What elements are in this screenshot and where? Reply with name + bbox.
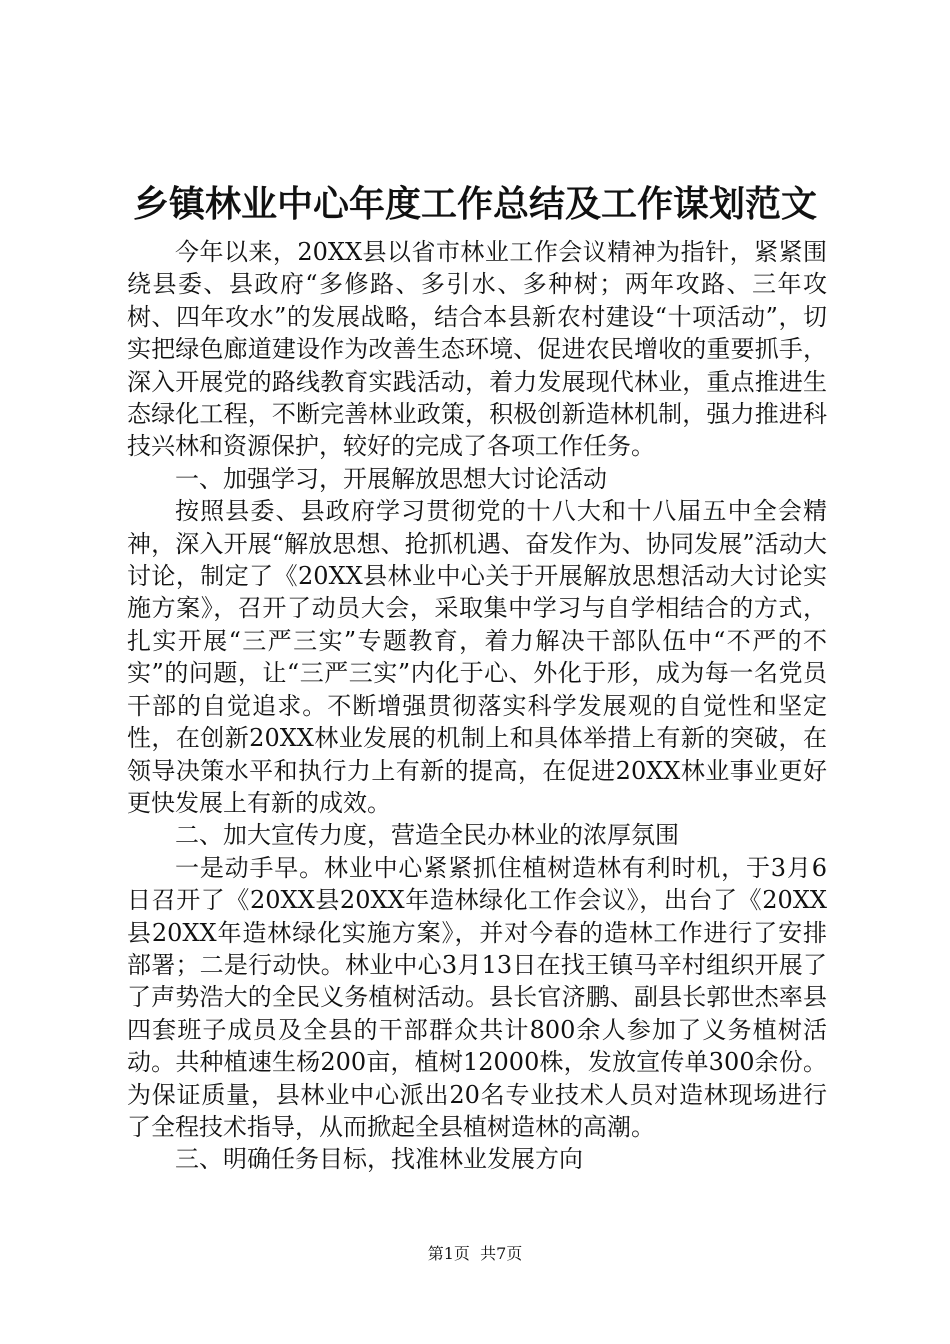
footer-spacer	[470, 1244, 480, 1263]
section-heading-1: 一、加强学习，开展解放思想大讨论活动	[175, 464, 607, 493]
document-title: 乡镇林业中心年度工作总结及工作谋划范文	[132, 183, 817, 225]
section-heading-3: 三、明确任务目标，找准林业发展方向	[175, 1145, 583, 1174]
section-heading-2: 二、加大宣传力度，营造全民办林业的浓厚氛围	[175, 821, 679, 850]
page-footer	[0, 1243, 950, 1265]
paragraph-section-1: 按照县委、县政府学习贯彻党的十八大和十八届五中全会精神，深入开展“解放思想、抢抓机遇、奋发作为、协同发展”活动大讨论，制定了《20XX县林业中心关于开展解放思想活动大讨论实施方案》，召开了动员大会，采取集中学习与自学相结合的方式，扎实开展“三严三实”专题教育，着力解决干部队伍中“不严的不实”的问题，让“三严三实”内化于心、外化于形，成为每一名党员干部的自觉追求。不断增强贯彻落实科学发展观的自觉性和坚定性，在创新20XX林业发展的机制上和具体举措上有新的突破，在领导决策水平和执行力上有新的提高，在促进20XX林业事业更好更快发展上有新的成效。	[127, 497, 827, 817]
paragraph-intro: 今年以来，20XX县以省市林业工作会议精神为指针，紧紧围绕县委、县政府“多修路、多引水、多种树；两年攻路、三年攻树、四年攻水”的发展战略，结合本县新农村建设“十项活动”，切实把绿色廊道建设作为改善生态环境、促进农民增收的重要抓手，深入开展党的路线教育实践活动，着力发展现代林业，重点推进生态绿化工程，不断完善林业政策，积极创新造林机制，强力推进科技兴林和资源保护，较好的完成了各项工作任务。	[127, 238, 827, 461]
document-body	[127, 236, 827, 1176]
page-total: 共7页	[480, 1244, 523, 1263]
paragraph-section-2: 一是动手早。林业中心紧紧抓住植树造林有利时机，于3月6日召开了《20XX县20XX年造林绿化工作会议》，出台了《20XX县20XX年造林绿化实施方案》，并对今春的造林工作进行了安排部署；二是行动快。林业中心3月13日在找王镇马辛村组织开展了了声势浩大的全民义务植树活动。县长官济鹏、副县长郭世杰率县四套班子成员及全县的干部群众共计800余人参加了义务植树活动。共种植速生杨200亩，植树12000株，发放宣传单300余份。为保证质量，县林业中心派出20名专业技术人员对造林现场进行了全程技术指导，从而掀起全县植树造林的高潮。	[127, 853, 827, 1141]
page-number: 第1页	[427, 1244, 470, 1263]
